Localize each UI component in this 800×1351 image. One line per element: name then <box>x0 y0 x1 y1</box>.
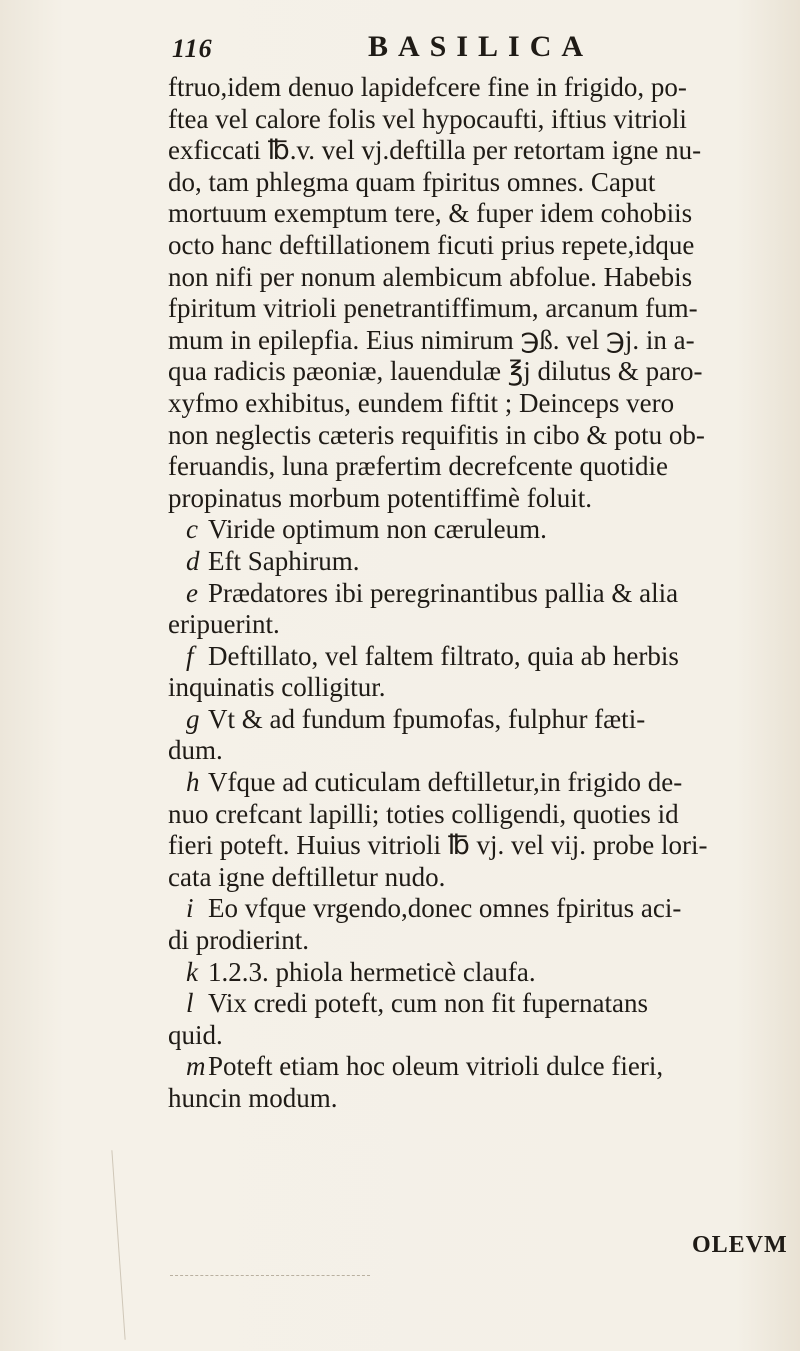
line-text: Viride optimum non cæruleum. <box>208 514 547 545</box>
line-text: huncin modum. <box>168 1083 338 1113</box>
footnote-line <box>168 578 778 610</box>
page-header <box>0 30 800 70</box>
body-text <box>168 72 778 1115</box>
text-line <box>168 104 778 136</box>
line-text: di prodierint. <box>168 925 309 956</box>
text-line <box>168 72 778 104</box>
text-line <box>168 293 778 325</box>
footnote-marker: l <box>186 988 194 1019</box>
line-text: qua radicis pæoniæ, lauendulæ ℥j dilutus & paro- <box>168 356 703 387</box>
line-text: Vix credi poteft, cum non fit fupernatans <box>208 988 648 1019</box>
footnote-marker: m <box>186 1051 206 1082</box>
footnote-marker: i <box>186 893 194 924</box>
text-line <box>168 483 778 515</box>
line-text: Eo vfque vrgendo,donec omnes fpiritus aci- <box>208 893 682 924</box>
text-line <box>168 862 778 894</box>
line-text: octo hanc deftillationem ficuti prius repete,idque <box>168 229 695 260</box>
line-text: Vt & ad fundum fpumofas, fulphur fæti- <box>208 703 646 734</box>
line-text: ftruo,idem denuo lapidefcere fine in frigido, po- <box>168 72 687 102</box>
line-text: Deftillato, vel faltem filtrato, quia ab herbis <box>208 640 679 671</box>
line-text: inquinatis colligitur. <box>168 672 386 703</box>
line-text: ftea vel calore folis vel hypocaufti, iftius vitrioli <box>168 103 687 134</box>
line-text: cata igne deftilletur nudo. <box>168 861 446 892</box>
line-text: non neglectis cæteris requifitis in cibo & potu ob- <box>168 419 705 450</box>
text-line <box>168 672 778 704</box>
line-text: 1.2.3. phiola hermeticè claufa. <box>208 956 536 987</box>
line-text: xyfmo exhibitus, eundem fiftit ; Deinceps vero <box>168 387 675 418</box>
footnote-marker: e <box>186 577 198 608</box>
footnote-marker: f <box>186 640 194 671</box>
footnote-line <box>168 988 778 1020</box>
line-text: Poteft etiam hoc oleum vitrioli dulce fieri, <box>208 1051 664 1082</box>
text-line <box>168 830 778 862</box>
footnote-line <box>168 546 778 578</box>
line-text: mum in epilepfia. Eius nimirum ℈ß. vel ℈j. in a- <box>168 324 695 355</box>
footnote-line <box>168 957 778 989</box>
footnote-line <box>168 514 778 546</box>
line-text: Vfque ad cuticulam deftilletur,in frigido de- <box>208 767 683 798</box>
line-text: Eft Saphirum. <box>208 545 360 576</box>
line-text: fpiritum vitrioli penetrantiffimum, arcanum fum- <box>168 293 698 324</box>
line-text: mortuum exemptum tere, & fuper idem cohobiis <box>168 198 693 229</box>
catchword: OLEVM <box>692 1232 788 1258</box>
footnote-marker: g <box>186 703 200 734</box>
line-text: nuo crefcant lapilli; toties colligendi, quoties id <box>168 798 679 829</box>
text-line <box>168 325 778 357</box>
text-line <box>168 388 778 420</box>
line-text: fieri poteft. Huius vitrioli ℔ vj. vel vij. probe lori- <box>168 830 708 861</box>
line-text: eripuerint. <box>168 609 280 640</box>
text-line <box>168 356 778 388</box>
footnote-marker: d <box>186 545 200 576</box>
line-text: propinatus morbum potentiffimè foluit. <box>168 482 592 513</box>
text-line <box>168 1083 778 1115</box>
footnote-line <box>168 767 778 799</box>
text-line <box>168 167 778 199</box>
text-line <box>168 230 778 262</box>
footnote-marker: h <box>186 767 200 798</box>
page-number: 116 <box>172 34 213 63</box>
footnote-marker: c <box>186 514 198 545</box>
footnote-marker: k <box>186 956 198 987</box>
footnote-line <box>168 704 778 736</box>
text-line <box>168 135 778 167</box>
running-title: BASILICA <box>368 30 594 63</box>
line-text: feruandis, luna præfertim decrefcente quotidie <box>168 451 669 482</box>
gutter-crease <box>111 1150 125 1340</box>
text-line <box>168 799 778 831</box>
footnote-line <box>168 641 778 673</box>
line-text: do, tam phlegma quam fpiritus omnes. Caput <box>168 166 656 197</box>
footnote-line <box>168 893 778 925</box>
line-text: Prædatores ibi peregrinantibus pallia & alia <box>208 577 679 608</box>
bottom-rule <box>170 1275 370 1277</box>
text-line <box>168 735 778 767</box>
footnote-line <box>168 1051 778 1083</box>
text-line <box>168 1020 778 1052</box>
line-text: quid. <box>168 1019 223 1050</box>
line-text: dum. <box>168 735 223 766</box>
text-line <box>168 262 778 294</box>
text-line <box>168 609 778 641</box>
text-line <box>168 451 778 483</box>
line-text: exficcati ℔.v. vel vj.deftilla per retortam igne nu- <box>168 135 702 166</box>
text-line <box>168 925 778 957</box>
text-line <box>168 198 778 230</box>
text-line <box>168 420 778 452</box>
line-text: non nifi per nonum alembicum abfolue. Habebis <box>168 261 693 292</box>
